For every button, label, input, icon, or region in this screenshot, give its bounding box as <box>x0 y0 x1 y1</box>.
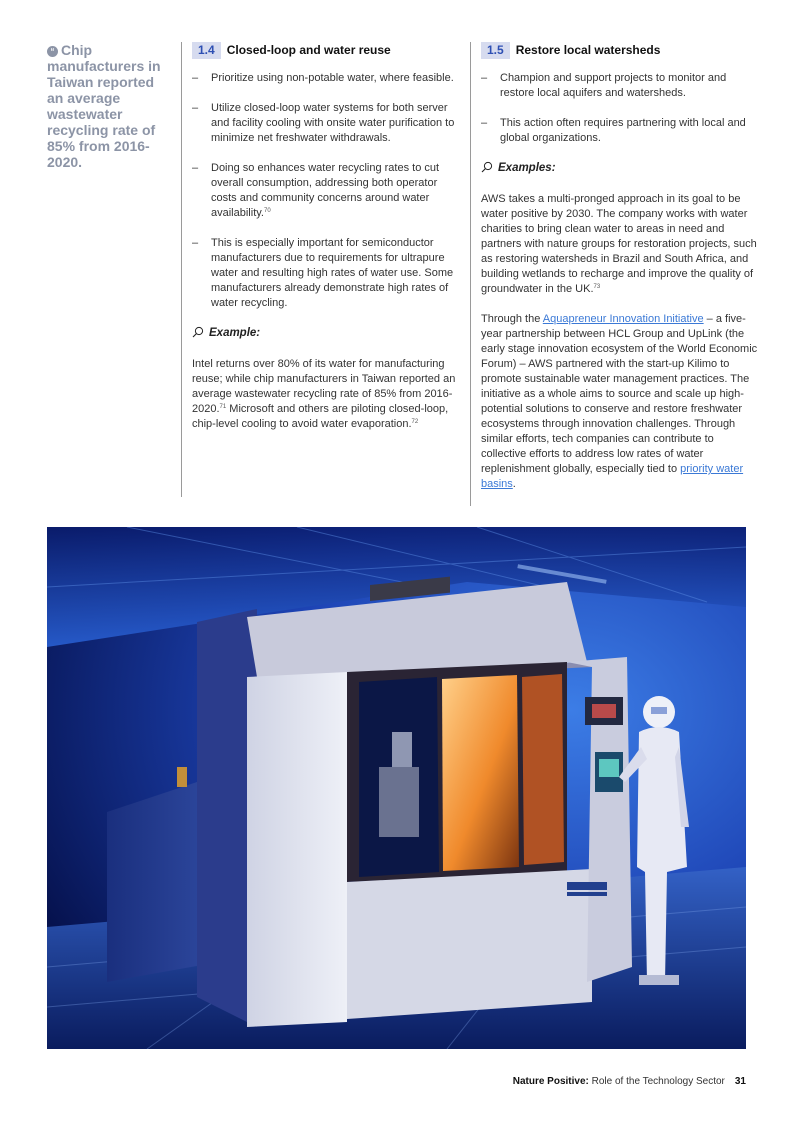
section-title: Closed-loop and water reuse <box>226 43 391 57</box>
footnote-ref[interactable]: 71 <box>219 404 227 410</box>
pull-quote <box>47 42 169 170</box>
footer-title-bold: Nature Positive: <box>512 1076 589 1087</box>
footnote-ref[interactable]: 70 <box>264 208 271 214</box>
section-restore-watersheds <box>470 42 759 506</box>
bullet-list <box>192 71 460 311</box>
bullet-item: – Doing so enhances water recycling rates to cut overall consumption, addressing both operator costs and community concerns around water availability.$^{70}$ <box>192 161 460 221</box>
search-icon <box>192 326 204 338</box>
page-footer <box>513 1076 746 1087</box>
example-label: Example: <box>192 326 460 341</box>
bullet-item: – This action often requires partnering with local and global organizations. <box>481 116 759 146</box>
bullet-list <box>481 71 759 146</box>
page-number: 31 <box>734 1076 746 1087</box>
quote-icon: “ <box>47 46 58 57</box>
aquapreneur-link[interactable]: Aquapreneur Innovation Initiative <box>542 313 704 325</box>
footer-title: Role of the Technology Sector <box>588 1076 725 1087</box>
aquapreneur-paragraph: Through the Aquapreneur Innovation Initiative – a five-year partnership between HCL Group and UpLink (the early stage innovation ecosystem of the World Economic Forum) – AWS partnered with the start-up Kilimo to promote sustainable water management practices. The initiative as a whole aims to source and scale up high-potential solutions to conserve and restore freshwater ecosystems through innovation challenges. Through similar efforts, tech companies can contribute to collective efforts to address low rates of water replenishment globally, especially tied to priority water basins. <box>481 313 758 490</box>
footnote-ref[interactable]: 72 <box>411 419 419 425</box>
priority-water-basins-link[interactable]: priority water basins <box>481 463 744 490</box>
bullet-item: – Champion and support projects to monitor and restore local aquifers and watersheds. <box>481 71 759 101</box>
bullet-item: – Prioritize using non-potable water, where feasible. <box>192 71 460 86</box>
section-heading <box>192 42 460 59</box>
section-closed-loop <box>181 42 460 497</box>
section-title: Restore local watersheds <box>515 43 661 57</box>
bullet-item: – Utilize closed-loop water systems for both server and facility cooling with onsite water purification to minimize net freshwater withdrawals. <box>192 101 460 146</box>
footnote-ref[interactable]: 73 <box>593 284 601 290</box>
example-text: Intel returns over 80% of its water for manufacturing reuse; while chip manufacturers in Taiwan reported an average wastewater recycling rate of 85% from 2016-2020.71 Microsoft and others are piloting closed-loop, chip-level cooling to avoid water evaporation.$^{72}$ <box>192 358 456 430</box>
examples-label: Examples: <box>481 161 759 176</box>
section-heading <box>481 42 759 59</box>
section-number: 1.5 <box>481 42 510 59</box>
cleanroom-photo <box>47 527 746 1049</box>
section-number: 1.4 <box>192 42 221 59</box>
search-icon <box>481 161 493 173</box>
bullet-item: – This is especially important for semiconductor manufacturers due to requirements for ultrapure water and resulting high rates of water use. Some manufacturers already demonstrate high rates of water recycling. <box>192 236 460 311</box>
aws-paragraph: AWS takes a multi-pronged approach in its goal to be water positive by 2030. The company works with water charities to bring clean water to areas in need and partners with nature groups for restoration projects, such as restoring watersheds in Brazil and South Africa, and building wetlands to recharge and improve the quality of groundwater in the UK.$^{73}$ <box>481 193 757 295</box>
pull-quote-text: Chip manufacturers in Taiwan reported an average wastewater recycling rate of 85% from 2016-2020. <box>47 42 161 170</box>
